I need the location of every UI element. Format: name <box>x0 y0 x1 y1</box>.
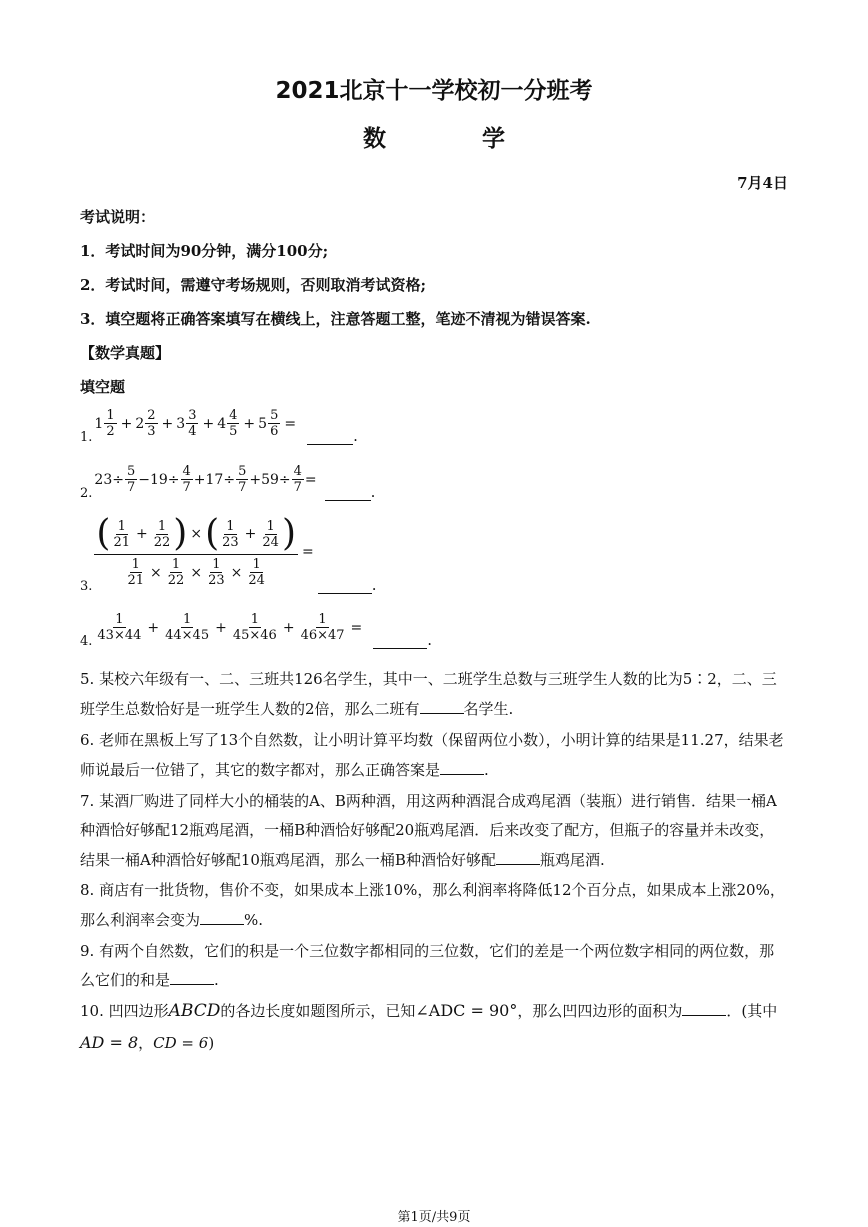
answer-blank[interactable] <box>200 910 244 925</box>
q1-whole: 2 <box>135 415 145 432</box>
q2-fraction: $\frac{5}{7}$ <box>238 464 247 495</box>
plus-sign: + <box>120 415 133 432</box>
q1-whole: 1 <box>94 415 104 432</box>
math-angle: ∠ADC = 90° <box>415 1001 518 1020</box>
answer-blank[interactable] <box>318 579 372 594</box>
instruction-item: 2．考试时间，需遵守考场规则，否则取消考试资格; <box>80 276 426 294</box>
q2-term: +59÷ <box>249 471 291 488</box>
q2-term: +17÷ <box>193 471 236 488</box>
equals-sign: = <box>284 415 297 432</box>
question-6-line: 师说最后一位错了，其它的数字都对，那么正确答案是 . <box>80 761 489 779</box>
q2-term: = <box>304 471 317 488</box>
instruction-item: 1．考试时间为90分钟，满分100分; <box>80 242 329 260</box>
section-bracket-title: 【数学真题】 <box>80 344 171 362</box>
q2-fraction: $\frac{5}{7}$ <box>126 464 136 495</box>
question-7-line: 7. 某酒厂购进了同样大小的桶装的A、B两种酒，用这两种酒混合成鸡尾酒（装瓶）进行销售．结果一桶A <box>80 792 777 810</box>
q1-whole: 3 <box>176 415 186 432</box>
q2-fraction: $\frac{4}{7}$ <box>182 464 191 495</box>
answer-blank[interactable] <box>307 430 353 445</box>
question-number: 4. <box>80 634 93 649</box>
answer-blank[interactable] <box>325 486 371 501</box>
q2-term: −19÷ <box>138 471 180 488</box>
page-title: 2021北京十一学校初一分班考 <box>275 78 593 104</box>
question-5-line: 班学生总数恰好是一班学生人数的2倍，那么二班有 名学生. <box>80 700 514 718</box>
q4-expression: $\frac{1}{43\times 44}$ + $\frac{1}{44\times 45}$ + $\frac{1}{45\times 46}$ + $\frac{1}{46\times 47}$ = <box>97 612 363 643</box>
question-9-line: 9. 有两个自然数，它们的积是一个三位数字都相同的三位数，它们的差是一个两位数字相同的两位数，那 <box>80 942 775 960</box>
question-6-line: 6. 老师在黑板上写了13个自然数，让小明计算平均数（保留两位小数），小明计算的结果是11.27，结果老 <box>80 731 784 749</box>
math-ad: AD = 8 <box>80 1033 139 1052</box>
answer-blank[interactable] <box>440 760 484 775</box>
period: . <box>371 576 377 594</box>
plus-sign: + <box>243 415 256 432</box>
math-abcd: ABCD <box>168 1001 221 1021</box>
question-3 <box>80 513 377 594</box>
q1-fraction: $\frac{4}{5}$ <box>229 408 238 439</box>
question-1 <box>80 408 358 445</box>
math-cd: CD = 6 <box>153 1034 209 1052</box>
question-number: 3. <box>80 579 93 594</box>
question-10-line: 10. 凹四边形ABCD的各边长度如题图所示，已知∠ADC = 90°，那么凹四边形的面积为 ．(其中 <box>80 1001 778 1021</box>
q3-denominator: $\frac{1}{21}$ × $\frac{1}{22}$ × $\frac{1}{23}$ × $\frac{1}{24}$ <box>127 557 265 588</box>
instructions-heading: 考试说明： <box>80 208 156 226</box>
q1-whole: 5 <box>258 415 268 432</box>
answer-blank[interactable] <box>373 634 427 649</box>
page-footer: 第1页/共9页 <box>397 1210 471 1225</box>
question-number: 1. <box>80 430 93 445</box>
answer-blank[interactable] <box>420 699 464 714</box>
q3-big-fraction <box>94 513 298 588</box>
question-10-line: AD = 8，CD = 6) <box>80 1033 215 1052</box>
q1-fraction: $\frac{5}{6}$ <box>270 408 279 439</box>
q1-expression <box>94 408 299 439</box>
question-7-line: 结果一桶A种酒恰好够配10瓶鸡尾酒，那么一桶B种酒恰好够配 瓶鸡尾酒. <box>80 851 605 869</box>
answer-blank[interactable] <box>170 970 214 985</box>
section-type: 填空题 <box>80 378 126 396</box>
q3-numerator: ( $\frac{1}{21}$ + $\frac{1}{22}$ ) × ( $\frac{1}{23}$ + $\frac{1}{24}$ ) <box>96 513 296 554</box>
question-8-line: 那么利润率会变为 %. <box>80 911 264 929</box>
q2-expression <box>94 464 316 495</box>
question-4 <box>80 612 432 649</box>
q1-fraction: $\frac{1}{2}$ <box>106 408 115 439</box>
plus-sign: + <box>202 415 215 432</box>
question-5-line: 5. 某校六年级有一、二、三班共126名学生，其中一、二班学生总数与三班学生人数的比为5∶2，二、三 <box>80 670 777 688</box>
instruction-item: 3．填空题将正确答案填写在横线上，注意答题工整，笔迹不清视为错误答案. <box>80 310 591 328</box>
q1-fraction: $\frac{2}{3}$ <box>147 408 156 439</box>
answer-blank[interactable] <box>682 1001 726 1016</box>
question-7-line: 种酒恰好够配12瓶鸡尾酒，一桶B种酒恰好够配20瓶鸡尾酒．后来改变了配方，但瓶子的容量并未改变， <box>80 821 775 839</box>
q1-whole: 4 <box>217 415 227 432</box>
question-2 <box>80 464 375 501</box>
q2-fraction: $\frac{4}{7}$ <box>293 464 302 495</box>
q2-term: 23÷ <box>94 471 124 488</box>
exam-date: 7月4日 <box>737 174 788 192</box>
question-number: 2. <box>80 486 93 501</box>
plus-sign: + <box>161 415 174 432</box>
period: . <box>427 631 433 649</box>
question-9-line: 么它们的和是 . <box>80 971 219 989</box>
answer-blank[interactable] <box>496 850 540 865</box>
q3-expression <box>94 513 314 588</box>
q1-fraction: $\frac{3}{4}$ <box>188 408 197 439</box>
equals-sign: = <box>301 544 314 560</box>
subject-title: 数 学 <box>362 126 549 152</box>
question-8-line: 8. 商店有一批货物，售价不变，如果成本上涨10%，那么利润率将降低12个百分点，如果成本上涨20%， <box>80 881 785 899</box>
period: . <box>353 427 358 445</box>
period: . <box>370 483 376 501</box>
